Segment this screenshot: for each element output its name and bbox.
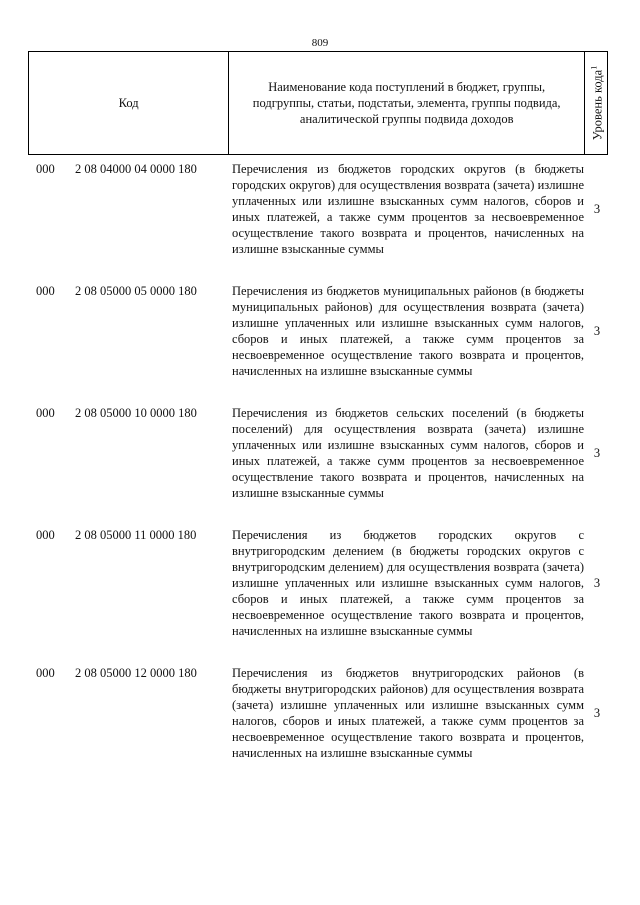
income-code: 2 08 05000 12 0000 180 [75, 666, 197, 680]
table-row [28, 665, 608, 761]
header-code: Код [29, 52, 229, 154]
page-number: 809 [311, 37, 329, 49]
income-code: 2 08 05000 10 0000 180 [75, 406, 197, 420]
admin-code: 000 [36, 162, 55, 176]
admin-code: 000 [36, 284, 55, 298]
header-level-label [586, 66, 605, 140]
table-body [28, 161, 608, 787]
income-name: Перечисления из бюджетов городских округов (в бюджеты городских округов) для осуществления возврата (зачета) излишне уплаченных или излишне взысканных сумм налогов, сборов и иных платежей, а также сумм процентов за несвоевременное осуществление такого возврата и процентов, начисленных на излишне взысканные суммы [232, 162, 584, 256]
income-code: 2 08 05000 11 0000 180 [75, 528, 197, 542]
header-name: Наименование кода поступлений в бюджет, группы, подгруппы, статьи, подстатьи, элемента, группы подвида, аналитической группы подвида доходов [229, 52, 585, 154]
table-row [28, 161, 608, 257]
admin-code: 000 [36, 406, 55, 420]
admin-code: 000 [36, 528, 55, 542]
income-code: 2 08 05000 05 0000 180 [75, 284, 197, 298]
code-level: 3 [593, 576, 601, 590]
code-level: 3 [593, 706, 601, 720]
table-row [28, 405, 608, 501]
admin-code: 000 [36, 666, 55, 680]
income-name: Перечисления из бюджетов городских округов с внутригородским делением (в бюджеты городских округов с внутригородским делением) для осуществления возврата (зачета) излишне уплаченных или излишне взысканных сумм налогов, сборов и иных платежей, а также сумм процентов за несвоевременное осуществление такого возврата и процентов, начисленных на излишне взысканные суммы [232, 528, 584, 638]
header-level [585, 52, 607, 154]
header-level-footnote: 1 [589, 65, 599, 70]
code-level: 3 [593, 324, 601, 338]
code-level: 3 [593, 446, 601, 460]
income-name: Перечисления из бюджетов муниципальных районов (в бюджеты муниципальных районов) для осуществления возврата (зачета) излишне уплаченных или излишне взысканных сумм налогов, сборов и иных платежей, а также сумм процентов за несвоевременное осуществление такого возврата и процентов, начисленных на излишне взысканные суммы [232, 284, 584, 378]
table-row [28, 527, 608, 639]
code-level: 3 [593, 202, 601, 216]
header-level-text: Уровень кода [590, 69, 605, 141]
table-header [28, 51, 608, 155]
income-code: 2 08 04000 04 0000 180 [75, 162, 197, 176]
income-name: Перечисления из бюджетов внутригородских районов (в бюджеты внутригородских районов) для осуществления возврата (зачета) излишне уплаченных или излишне взысканных сумм налогов, сборов и иных платежей, а также сумм процентов за несвоевременное осуществление такого возврата и процентов, начисленных на излишне взысканные суммы [232, 666, 584, 760]
table-row [28, 283, 608, 379]
income-name: Перечисления из бюджетов сельских поселений (в бюджеты поселений) для осуществления возврата (зачета) излишне уплаченных или излишне взысканных сумм налогов, сборов и иных платежей, а также сумм процентов за несвоевременное осуществление такого возврата и процентов, начисленных на излишне взысканные суммы [232, 406, 584, 500]
